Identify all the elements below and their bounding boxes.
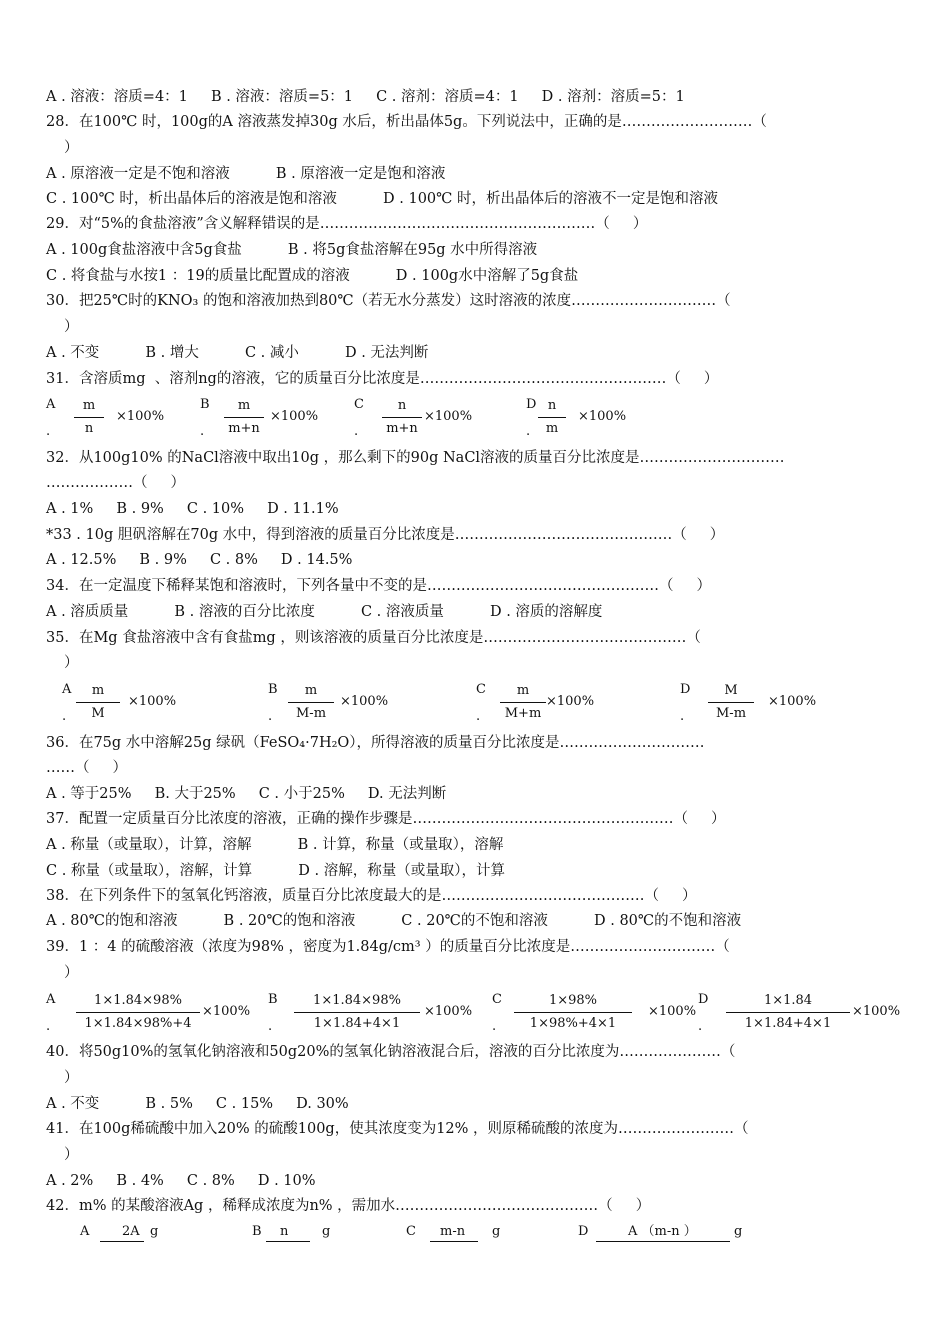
q31-option-d-dot: . (526, 424, 531, 439)
text-line-q39b: ） (64, 965, 79, 981)
text-line-q29c: C . 将食盐与水按1 ：19的质量比配置成的溶液 D . 100g水中溶解了5g食盐 (46, 268, 579, 284)
q35-option-a-percent: ×100% (128, 694, 177, 709)
denominator: 1×98%+4×1 (529, 1016, 617, 1031)
q35-option-b-percent: ×100% (340, 694, 389, 709)
text-line-q30a: A . 不变 B . 增大 C . 减小 D . 无法判断 (46, 345, 429, 361)
text-line-q40: 40．将50g10%的氢氧化钠溶液和50g20%的氢氧化钠溶液混合后，溶液的百分比浓度为…………………（ (46, 1044, 736, 1060)
q39-option-b-letter: B (268, 992, 278, 1007)
q31-option-a-percent: ×100% (116, 409, 165, 424)
q42-option-b-letter: B (252, 1224, 262, 1239)
q31-option-b-percent: ×100% (270, 409, 319, 424)
denominator: M (91, 706, 105, 721)
text-line-q39: 39．1 ：4 的硫酸溶液（浓度为98% ，密度为1.84g/cm³ ）的质量百分比浓度是…………………………（ (46, 939, 730, 955)
text-line-q28a: A . 原溶液一定是不饱和溶液 B . 原溶液一定是饱和溶液 (46, 166, 446, 182)
q39-option-a-percent: ×100% (202, 1004, 251, 1019)
text-line-q41b: ） (64, 1147, 79, 1163)
q42-option-a-expr: 2A (122, 1224, 140, 1239)
text-line-q37a: A . 称量（或量取），计算，溶解 B . 计算，称量（或量取），溶解 (46, 837, 504, 853)
q35-option-d-letter: D (680, 682, 691, 697)
q31-option-d-letter: D (526, 397, 537, 412)
numerator: n (382, 398, 422, 418)
numerator: n (538, 398, 566, 418)
denominator: M+m (504, 706, 542, 721)
q31-option-c-dot: . (354, 424, 359, 439)
numerator: m (224, 398, 264, 418)
numerator: 1×1.84 (726, 993, 850, 1013)
text-line-q37c: C . 称量（或量取），溶解，计算 D . 溶解，称量（或量取），计算 (46, 863, 505, 879)
text-line-q32: 32．从100g10% 的NaCl溶液中取出10g ，那么剩下的90g NaCl溶液的质量百分比浓度是………………………… (46, 450, 785, 466)
q42-option-b-fraction-bar (266, 1241, 310, 1242)
text-line-q42: 42．m% 的某酸溶液Ag ，稀释成浓度为n% ，需加水……………………………………（ ） (46, 1198, 651, 1214)
denominator: 1×1.84×98%+4 (84, 1016, 192, 1031)
q35-option-b-dot: . (268, 709, 273, 724)
text-line-q29a: A . 100g食盐溶液中含5g食盐 B . 将5g食盐溶解在95g 水中所得溶液 (46, 242, 538, 258)
q35-option-b-fraction (288, 683, 334, 722)
denominator: M-m (715, 706, 747, 721)
q39-option-a-dot: . (46, 1019, 51, 1034)
text-line-q41a: A . 2% B . 4% C . 8% D . 10% (46, 1173, 316, 1189)
q31-option-b-letter: B (200, 397, 210, 412)
text-line-q35: 35．在Mg 食盐溶液中含有食盐mg ，则该溶液的质量百分比浓度是……………………………………（ (46, 630, 701, 646)
text-line-l27opt: A . 溶液：溶质=4：1 B . 溶液：溶质=5：1 C . 溶剂：溶质=4：1 D . 溶剂：溶质=5：1 (46, 89, 685, 105)
text-line-q31: 31．含溶质mg 、溶剂ng的溶液，它的质量百分比浓度是……………………………………………（ ） (46, 371, 719, 387)
denominator: 1×1.84+4×1 (744, 1016, 832, 1031)
q42-option-d-fraction-bar (596, 1241, 730, 1242)
text-line-q40b: ） (64, 1070, 79, 1086)
text-line-q33a: A . 12.5% B . 9% C . 8% D . 14.5% (46, 552, 353, 568)
q31-option-a-letter: A (46, 397, 56, 412)
text-line-q37: 37．配置一定质量百分比浓度的溶液，正确的操作步骤是………………………………………………（ ） (46, 811, 726, 827)
q31-option-c-percent: ×100% (424, 409, 473, 424)
q31-option-d-fraction (538, 398, 566, 437)
q42-option-d-unit: g (734, 1224, 743, 1239)
q42-option-a-unit: g (150, 1224, 159, 1239)
text-line-q28b: ） (64, 140, 79, 156)
text-line-q36: 36．在75g 水中溶解25g 绿矾（FeSO₄·7H₂O），所得溶液的质量百分比浓度是………………………… (46, 735, 705, 751)
q42-option-c-expr: m-n (440, 1224, 466, 1239)
numerator: m (288, 683, 334, 703)
q35-option-d-percent: ×100% (768, 694, 817, 709)
q42-option-d-expr: A （m-n ） (628, 1224, 697, 1239)
q31-option-b-dot: . (200, 424, 205, 439)
q39-option-d-letter: D (698, 992, 709, 1007)
numerator: m (500, 683, 546, 703)
text-line-q33: *33 . 10g 胆矾溶解在70g 水中，得到溶液的质量百分比浓度是………………………………………（ ） (46, 527, 725, 543)
text-line-q41: 41．在100g稀硫酸中加入20% 的硫酸100g，使其浓度变为12% ，则原稀硫酸的浓度为……………………（ (46, 1121, 749, 1137)
text-line-q35b: ） (64, 655, 79, 671)
q39-option-c-percent: ×100% (648, 1004, 697, 1019)
q39-option-a-fraction (76, 993, 200, 1032)
q42-option-a-letter: A (80, 1224, 90, 1239)
numerator: m (74, 398, 104, 418)
denominator: M-m (295, 706, 327, 721)
q31-option-d-percent: ×100% (578, 409, 627, 424)
numerator: m (76, 683, 120, 703)
text-line-q32a: A . 1% B . 9% C . 10% D . 11.1% (46, 501, 339, 517)
q35-option-b-letter: B (268, 682, 278, 697)
text-line-q34: 34．在一定温度下稀释某饱和溶液时，下列各量中不变的是…………………………………………（ ） (46, 578, 711, 594)
q31-option-a-fraction (74, 398, 104, 437)
text-line-q38: 38．在下列条件下的氢氧化钙溶液，质量百分比浓度最大的是……………………………………（ ） (46, 888, 697, 904)
q42-option-c-fraction-bar (430, 1241, 478, 1242)
numerator: 1×1.84×98% (76, 993, 200, 1013)
text-line-q34a: A . 溶质质量 B . 溶液的百分比浓度 C . 溶液质量 D . 溶质的溶解度 (46, 604, 603, 620)
text-line-q38a: A . 80℃的饱和溶液 B . 20℃的饱和溶液 C . 20℃的不饱和溶液 D . 80℃的不饱和溶液 (46, 913, 742, 929)
q42-option-b-expr: n (280, 1224, 289, 1239)
text-line-q40a: A . 不变 B . 5% C . 15% D. 30% (46, 1096, 349, 1112)
text-line-q29: 29．对“5%的食盐溶液”含义解释错误的是…………………………………………………（ ） (46, 216, 648, 232)
q35-option-c-percent: ×100% (546, 694, 595, 709)
q39-option-c-fraction (514, 993, 632, 1032)
q42-option-c-letter: C (406, 1224, 416, 1239)
q39-option-d-percent: ×100% (852, 1004, 901, 1019)
text-line-q32b: ………………（ ） (46, 475, 186, 491)
numerator: 1×1.84×98% (294, 993, 420, 1013)
text-line-q30: 30．把25℃时的KNO₃ 的饱和溶液加热到80℃（若无水分蒸发）这时溶液的浓度…………………………（ (46, 293, 731, 309)
q31-option-c-letter: C (354, 397, 364, 412)
q35-option-a-letter: A (62, 682, 72, 697)
q42-option-c-unit: g (492, 1224, 501, 1239)
q35-option-a-fraction (76, 683, 120, 722)
q31-option-b-fraction (224, 398, 264, 437)
q42-option-d-letter: D (578, 1224, 589, 1239)
q39-option-a-letter: A (46, 992, 56, 1007)
q31-option-c-fraction (382, 398, 422, 437)
q39-option-b-dot: . (268, 1019, 273, 1034)
q35-option-c-fraction (500, 683, 546, 722)
q39-option-d-dot: . (698, 1019, 703, 1034)
text-line-q36a: A . 等于25% B. 大于25% C . 小于25% D. 无法判断 (46, 786, 447, 802)
text-line-q36b: ……（ ） (46, 760, 128, 776)
q39-option-b-percent: ×100% (424, 1004, 473, 1019)
denominator: m+n (228, 421, 260, 436)
q39-option-d-fraction (726, 993, 850, 1032)
numerator: 1×98% (514, 993, 632, 1013)
q35-option-d-dot: . (680, 709, 685, 724)
q42-option-b-unit: g (322, 1224, 331, 1239)
q35-option-c-letter: C (476, 682, 486, 697)
q35-option-d-fraction (708, 683, 754, 722)
numerator: M (708, 683, 754, 703)
denominator: m (545, 421, 559, 436)
q42-option-a-fraction-bar (100, 1241, 144, 1242)
q31-option-a-dot: . (46, 424, 51, 439)
q39-option-b-fraction (294, 993, 420, 1032)
text-line-q28c: C . 100℃ 时，析出晶体后的溶液是饱和溶液 D . 100℃ 时，析出晶体后的溶液不一定是饱和溶液 (46, 191, 718, 207)
q39-option-c-letter: C (492, 992, 502, 1007)
denominator: n (84, 421, 94, 436)
denominator: 1×1.84+4×1 (313, 1016, 401, 1031)
q35-option-c-dot: . (476, 709, 481, 724)
q39-option-c-dot: . (492, 1019, 497, 1034)
q35-option-a-dot: . (62, 709, 67, 724)
denominator: m+n (386, 421, 418, 436)
text-line-q30b: ） (64, 319, 79, 335)
text-line-q28: 28．在100℃ 时，100g的A 溶液蒸发掉30g 水后，析出晶体5g。下列说法中，正确的是………………………（ (46, 114, 767, 130)
